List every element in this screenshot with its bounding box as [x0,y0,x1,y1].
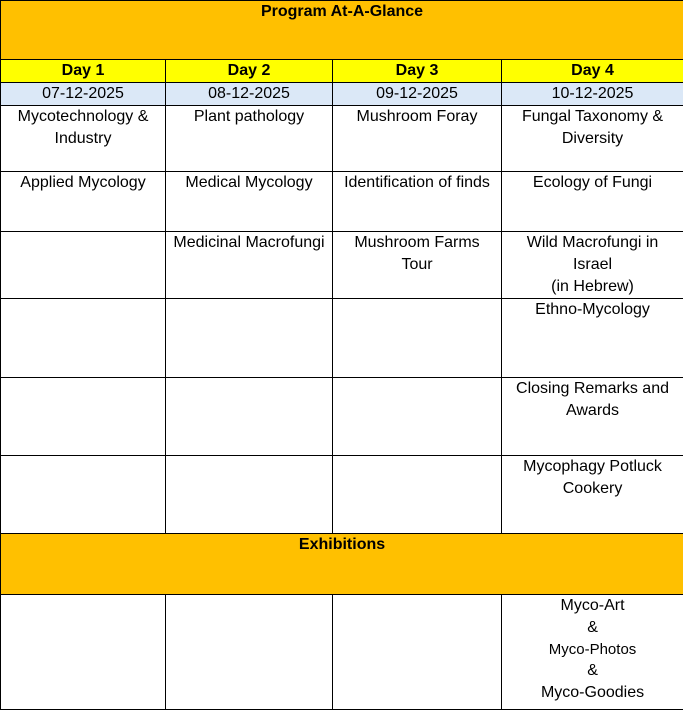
exhibition-item: Myco-Goodies [506,682,679,704]
exhibition-separator: & [506,660,679,682]
exhibition-items [502,595,683,710]
session-cell [333,378,502,456]
day-1-date: 07-12-2025 [1,83,166,106]
day-2-date: 08-12-2025 [166,83,333,106]
exhibitions-title: Exhibitions [1,534,683,595]
exhibition-separator: & [506,617,679,639]
session-row-1 [1,106,683,172]
session-cell [166,299,333,378]
day-1-header: Day 1 [1,60,166,83]
session-row-4 [1,299,683,378]
session-title: Wild Macrofungi in Israel [506,232,679,276]
session-cell: Closing Remarks and Awards [502,378,683,456]
session-row-3 [1,232,683,299]
session-cell [166,456,333,534]
session-cell: Ethno-Mycology [502,299,683,378]
session-cell: Mushroom Foray [333,106,502,172]
session-cell [1,232,166,299]
session-cell [333,299,502,378]
date-row [1,83,683,106]
day-3-date: 09-12-2025 [333,83,502,106]
session-cell [1,299,166,378]
session-cell [1,456,166,534]
day-4-header: Day 4 [502,60,683,83]
session-cell [1,378,166,456]
session-cell: Mushroom Farms Tour [333,232,502,299]
exhibition-cell [1,595,166,710]
session-cell-wild-macrofungi [502,232,683,299]
day-header-row [1,60,683,83]
exhibition-item: Myco-Photos [506,639,679,660]
program-title: Program At-A-Glance [1,1,683,60]
session-cell: Plant pathology [166,106,333,172]
session-cell: Mycophagy Potluck Cookery [502,456,683,534]
day-2-header: Day 2 [166,60,333,83]
session-cell [333,456,502,534]
exhibition-item: Myco-Art [506,595,679,617]
session-row-2 [1,172,683,232]
session-cell: Medicinal Macrofungi [166,232,333,299]
session-cell: Applied Mycology [1,172,166,232]
session-row-6 [1,456,683,534]
exhibition-cell [166,595,333,710]
session-cell: Mycotechnology & Industry [1,106,166,172]
session-cell: Fungal Taxonomy & Diversity [502,106,683,172]
day-3-header: Day 3 [333,60,502,83]
session-row-5 [1,378,683,456]
exhibitions-row [1,595,683,710]
exhibition-cell [333,595,502,710]
session-cell: Ecology of Fungi [502,172,683,232]
language-note: (in Hebrew) [506,276,679,298]
session-cell: Medical Mycology [166,172,333,232]
session-cell [166,378,333,456]
session-cell: Identification of finds [333,172,502,232]
day-4-date: 10-12-2025 [502,83,683,106]
